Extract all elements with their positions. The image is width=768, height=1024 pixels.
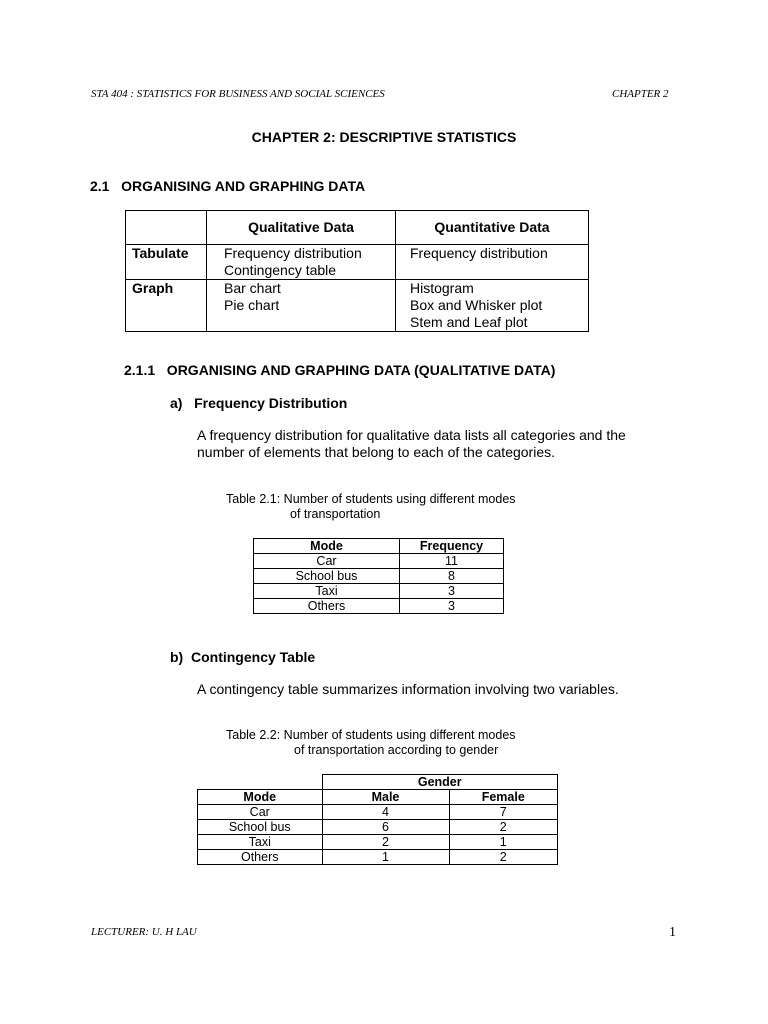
sub-b-heading: b) Contingency Table	[170, 649, 316, 665]
overview-cell-text: Frequency distribution	[410, 245, 548, 261]
page-title: CHAPTER 2: DESCRIPTIVE STATISTICS	[251, 129, 517, 145]
frequency-cell-value: 3	[400, 599, 504, 614]
table-row	[254, 554, 504, 569]
contingency-cell-female: 1	[449, 835, 558, 850]
frequency-header-frequency: Frequency	[400, 539, 504, 554]
sub-a-text-line2: number of elements that belong to each of the categories.	[197, 444, 556, 460]
table-row	[198, 820, 558, 835]
frequency-cell-value: 8	[400, 569, 504, 584]
overview-cell-text: Contingency table	[224, 262, 337, 278]
table-row	[198, 805, 558, 820]
contingency-header-female: Female	[449, 790, 558, 805]
frequency-cell-value: 3	[400, 584, 504, 599]
contingency-cell-female: 7	[449, 805, 558, 820]
frequency-cell-value: 11	[400, 554, 504, 569]
frequency-cell-mode: Others	[254, 599, 400, 614]
contingency-cell-female: 2	[449, 850, 558, 865]
frequency-cell-mode: Car	[254, 554, 400, 569]
contingency-cell-mode: Car	[198, 805, 323, 820]
table-row	[254, 599, 504, 614]
contingency-cell-mode: Taxi	[198, 835, 323, 850]
section-2-1-1-heading: 2.1.1 ORGANISING AND GRAPHING DATA (QUALITATIVE DATA)	[124, 362, 556, 378]
table-row	[198, 850, 558, 865]
contingency-cell-female: 2	[449, 820, 558, 835]
table-2-2-caption-line2: of transportation according to gender	[294, 743, 499, 757]
overview-col-quantitative: Quantitative Data	[396, 211, 589, 245]
contingency-header-gender: Gender	[322, 775, 558, 790]
overview-graph-qualitative	[207, 280, 396, 332]
overview-corner-cell	[126, 211, 207, 245]
overview-cell-text: Frequency distribution	[224, 245, 362, 261]
page-number: 1	[669, 925, 676, 940]
footer-lecturer: LECTURER: U. H LAU	[91, 926, 197, 938]
frequency-cell-mode: Taxi	[254, 584, 400, 599]
contingency-cell-male: 1	[322, 850, 449, 865]
overview-tabulate-qualitative	[207, 245, 396, 280]
overview-tabulate-quantitative	[396, 245, 589, 280]
contingency-cell-mode: School bus	[198, 820, 323, 835]
contingency-cell-male: 2	[322, 835, 449, 850]
overview-col-qualitative: Qualitative Data	[207, 211, 396, 245]
contingency-cell-male: 6	[322, 820, 449, 835]
frequency-header-mode: Mode	[254, 539, 400, 554]
contingency-header-mode: Mode	[198, 790, 323, 805]
contingency-table	[197, 774, 558, 865]
table-2-1-caption-line1: Table 2.1: Number of students using different modes	[226, 492, 516, 506]
sub-b-text: A contingency table summarizes information involving two variables.	[197, 681, 619, 697]
overview-cell-text: Bar chart	[224, 280, 281, 296]
overview-row-graph: Graph	[126, 280, 207, 332]
overview-table	[125, 210, 589, 332]
overview-cell-text: Box and Whisker plot	[410, 297, 543, 313]
table-2-2-caption-line1: Table 2.2: Number of students using different modes	[226, 728, 516, 742]
table-2-1-caption-line2: of transportation	[290, 507, 381, 521]
table-row	[198, 835, 558, 850]
running-header-chapter: CHAPTER 2	[612, 88, 669, 100]
section-2-1-heading: 2.1 ORGANISING AND GRAPHING DATA	[90, 178, 366, 194]
overview-cell-text: Pie chart	[224, 297, 280, 313]
contingency-header-male: Male	[322, 790, 449, 805]
contingency-corner-cell	[198, 775, 323, 790]
overview-row-tabulate: Tabulate	[126, 245, 207, 280]
running-header-course: STA 404 : STATISTICS FOR BUSINESS AND SOCIAL SCIENCES	[91, 88, 385, 100]
table-row	[254, 569, 504, 584]
overview-graph-quantitative	[396, 280, 589, 332]
overview-cell-text: Stem and Leaf plot	[410, 314, 528, 330]
frequency-table	[253, 538, 504, 614]
table-row	[254, 584, 504, 599]
sub-a-text-line1: A frequency distribution for qualitative data lists all categories and the	[197, 427, 626, 443]
frequency-cell-mode: School bus	[254, 569, 400, 584]
contingency-cell-mode: Others	[198, 850, 323, 865]
sub-a-heading: a) Frequency Distribution	[170, 395, 348, 411]
overview-cell-text: Histogram	[410, 280, 474, 296]
contingency-cell-male: 4	[322, 805, 449, 820]
